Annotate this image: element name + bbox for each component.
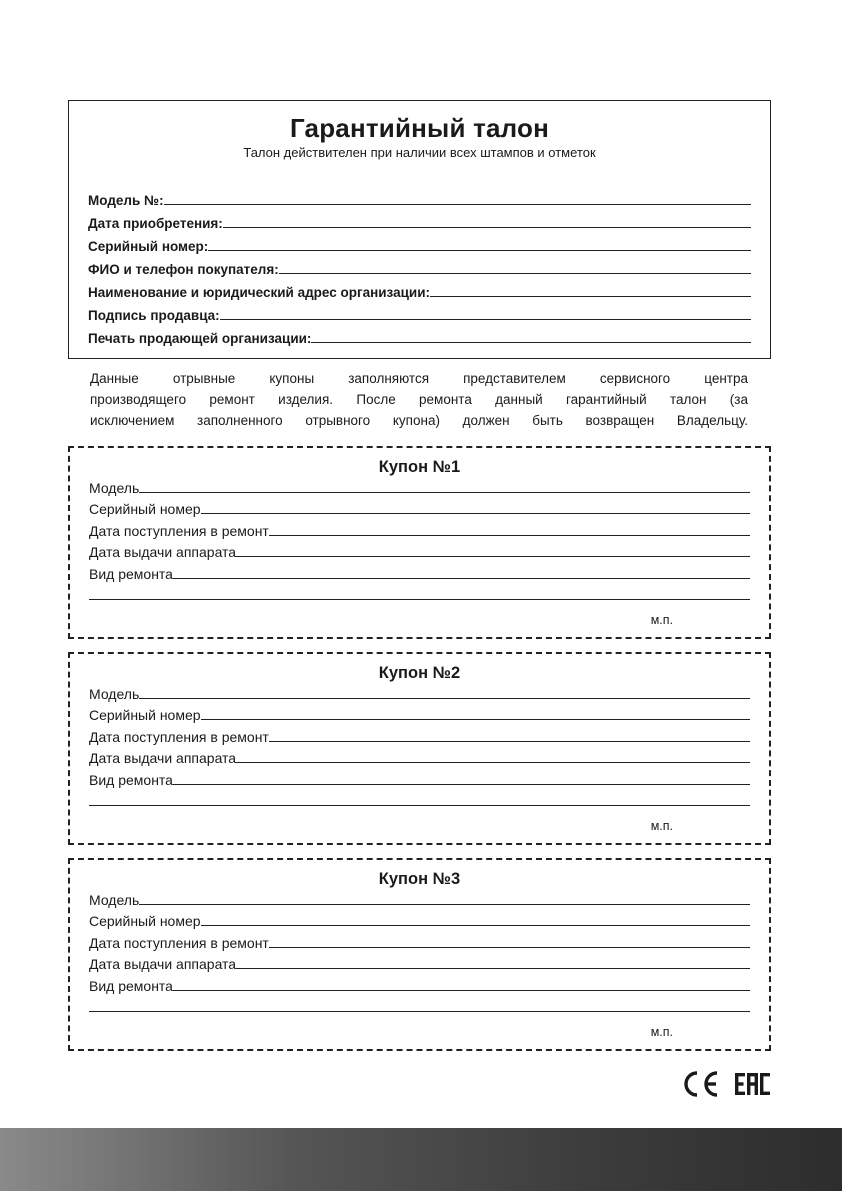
field-organization-address[interactable] (88, 277, 751, 300)
field-label: Серийный номер (89, 913, 201, 929)
notice-line: исключением заполненного отрывного купона) должен быть возвращен Владельцу. (90, 413, 748, 428)
coupon-title: Купон №1 (378, 458, 461, 476)
warranty-title: Гарантийный талон (289, 113, 550, 143)
fill-line[interactable] (279, 273, 751, 274)
coupon-field-received-date[interactable] (89, 723, 750, 745)
field-label: Дата поступления в ремонт (89, 934, 269, 951)
coupon-title: Купон №2 (378, 664, 461, 682)
field-purchase-date[interactable] (88, 208, 751, 231)
footer-band (0, 1128, 842, 1191)
fill-line[interactable] (201, 925, 750, 926)
coupon-field-model[interactable] (89, 474, 750, 496)
field-label: Вид ремонта (89, 771, 173, 788)
fill-line[interactable] (311, 342, 751, 343)
field-label: Дата поступления в ремонт (89, 728, 269, 745)
fill-line[interactable] (173, 784, 750, 785)
field-label: Наименование и юридический адрес организации: (88, 285, 430, 300)
coupon-2 (68, 652, 771, 845)
coupon-notice (90, 368, 748, 431)
fill-line[interactable] (164, 204, 751, 205)
warranty-fields (88, 185, 751, 346)
coupon-field-model[interactable] (89, 886, 750, 908)
field-label: Модель (89, 891, 140, 908)
field-seller-stamp[interactable] (88, 323, 751, 346)
coupon-blank-line[interactable] (89, 994, 750, 1016)
eac-mark-icon (735, 1073, 770, 1095)
field-label: Вид ремонта (89, 565, 173, 582)
coupon-field-repair-type[interactable] (89, 560, 750, 582)
notice-line: производящего ремонт изделия. После ремонта данный гарантийный талон (за (90, 392, 748, 407)
warranty-subtitle: Талон действителен при наличии всех штампов и отметок (243, 145, 596, 160)
coupon-field-repair-type[interactable] (89, 766, 750, 788)
coupon-field-repair-type[interactable] (89, 972, 750, 994)
notice-line: Данные отрывные купоны заполняются представителем сервисного центра (90, 371, 748, 386)
stamp-place-label: м.п. (650, 819, 673, 833)
field-label: Подпись продавца: (88, 308, 220, 323)
fill-line[interactable] (269, 535, 750, 536)
fill-line[interactable] (139, 904, 750, 905)
coupon-fields (89, 886, 750, 1015)
field-label: Печать продающей организации: (88, 331, 312, 346)
fill-line[interactable] (223, 227, 751, 228)
fill-line[interactable] (89, 805, 750, 806)
coupon-field-serial[interactable] (89, 908, 750, 930)
coupon-blank-line[interactable] (89, 788, 750, 810)
coupon-title: Купон №3 (378, 870, 461, 888)
ce-mark-icon (686, 1073, 717, 1095)
coupon-field-model[interactable] (89, 680, 750, 702)
field-label: Дата приобретения: (88, 216, 223, 231)
certification-marks (680, 1067, 775, 1101)
fill-line[interactable] (208, 250, 751, 251)
fill-line[interactable] (201, 513, 750, 514)
fill-line[interactable] (139, 698, 750, 699)
field-label: Вид ремонта (89, 977, 173, 994)
fill-line[interactable] (201, 719, 750, 720)
coupon-field-issue-date[interactable] (89, 745, 750, 767)
fill-line[interactable] (89, 1011, 750, 1012)
coupon-field-serial[interactable] (89, 496, 750, 518)
fill-line[interactable] (236, 968, 750, 969)
field-buyer-name-phone[interactable] (88, 254, 751, 277)
fill-line[interactable] (236, 762, 750, 763)
fill-line[interactable] (139, 492, 750, 493)
field-label: Дата выдачи аппарата (89, 544, 237, 560)
field-label: Модель №: (88, 193, 164, 208)
field-label: Дата выдачи аппарата (89, 956, 237, 972)
field-label: Дата выдачи аппарата (89, 750, 237, 766)
stamp-place-label: м.п. (650, 613, 673, 627)
warranty-card (68, 100, 771, 359)
fill-line[interactable] (89, 599, 750, 600)
fill-line[interactable] (269, 741, 750, 742)
stamp-place-label: м.п. (650, 1025, 673, 1039)
fill-line[interactable] (173, 578, 750, 579)
field-seller-signature[interactable] (88, 300, 751, 323)
fill-line[interactable] (236, 556, 750, 557)
field-label: Серийный номер (89, 707, 201, 723)
field-label: Модель (89, 685, 140, 702)
field-serial-number[interactable] (88, 231, 751, 254)
coupon-field-issue-date[interactable] (89, 951, 750, 973)
field-label: Серийный номер: (88, 239, 209, 254)
fill-line[interactable] (269, 947, 750, 948)
field-label: Дата поступления в ремонт (89, 522, 269, 539)
coupon-blank-line[interactable] (89, 582, 750, 604)
coupon-field-received-date[interactable] (89, 929, 750, 951)
coupon-field-issue-date[interactable] (89, 539, 750, 561)
coupon-field-serial[interactable] (89, 702, 750, 724)
field-label: Серийный номер (89, 501, 201, 517)
coupon-field-received-date[interactable] (89, 517, 750, 539)
coupon-1 (68, 446, 771, 639)
field-label: Модель (89, 479, 140, 496)
field-model-number[interactable] (88, 185, 751, 208)
coupon-fields (89, 474, 750, 603)
fill-line[interactable] (220, 319, 751, 320)
fill-line[interactable] (430, 296, 751, 297)
coupon-fields (89, 680, 750, 809)
fill-line[interactable] (173, 990, 750, 991)
coupon-3 (68, 858, 771, 1051)
field-label: ФИО и телефон покупателя: (88, 262, 279, 277)
